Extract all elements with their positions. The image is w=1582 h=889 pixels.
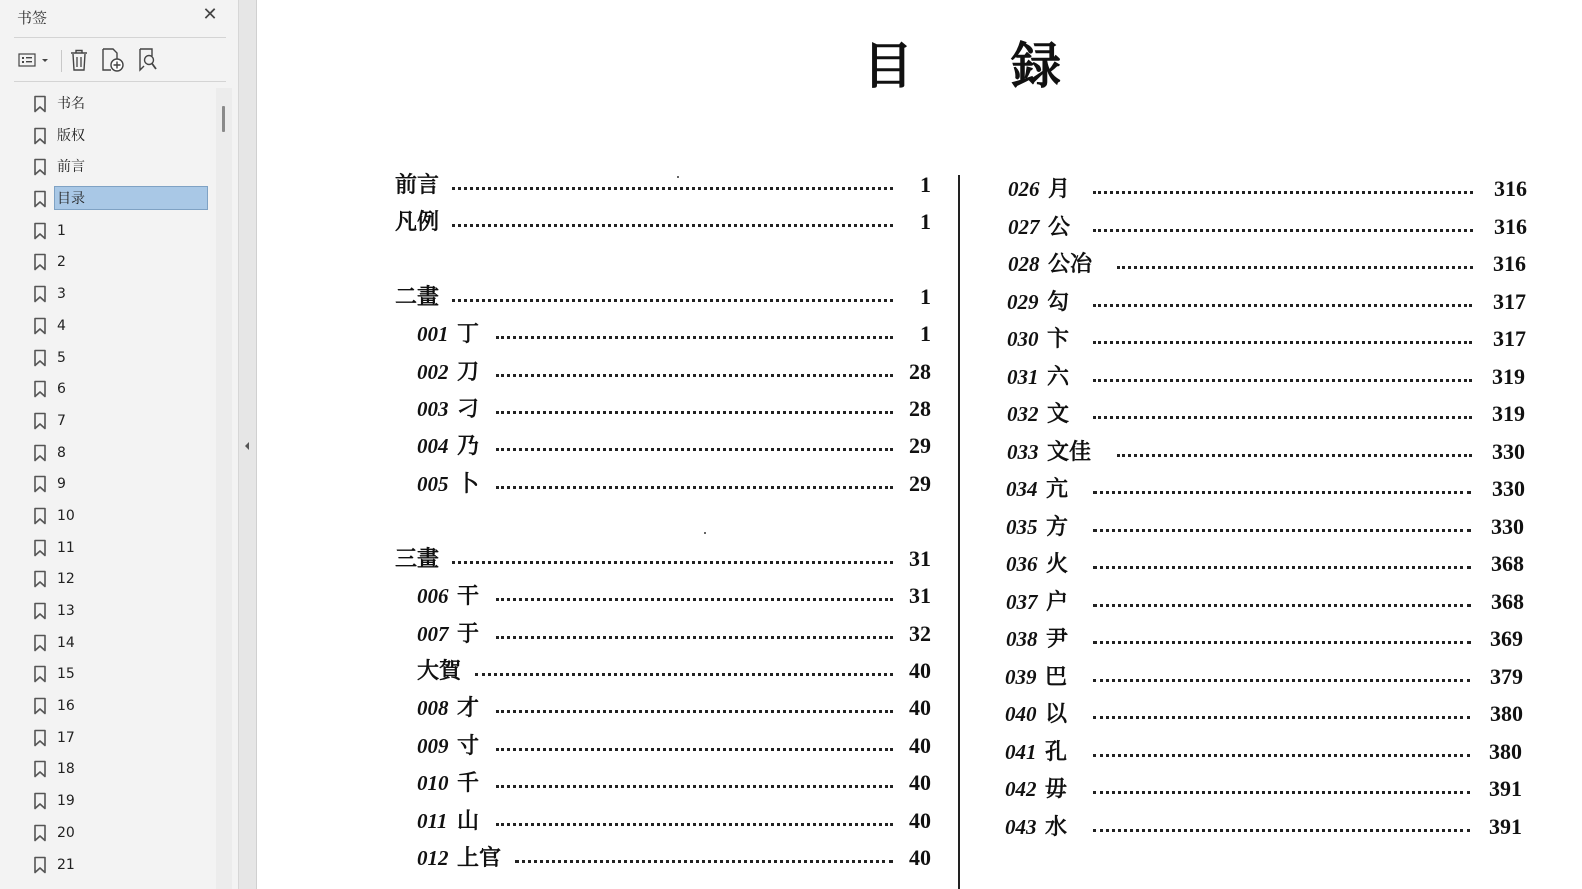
bookmark-label: 5 xyxy=(57,349,66,366)
bookmark-item[interactable] xyxy=(0,658,216,690)
entry-title: 干 xyxy=(457,583,480,608)
entry-title: 卜 xyxy=(457,471,480,496)
entry-title: 于 xyxy=(457,621,480,646)
leader-dots xyxy=(515,860,893,863)
entry-title: 卞 xyxy=(1047,326,1070,351)
bookmark-icon xyxy=(33,697,47,715)
bookmark-scrollbar[interactable] xyxy=(216,88,232,889)
entry-number: 039 xyxy=(1005,664,1037,689)
entry-page-number: 40 xyxy=(909,808,931,833)
bookmark-icon xyxy=(33,539,47,557)
bookmark-item[interactable] xyxy=(0,183,216,215)
toc-entry xyxy=(257,737,1582,767)
bookmark-label: 12 xyxy=(57,571,75,588)
collapse-panel-button[interactable] xyxy=(242,438,252,452)
entry-number: 040 xyxy=(1005,702,1037,726)
entry-number: 012 xyxy=(417,846,449,870)
bookmark-icon xyxy=(33,317,47,335)
entry-page-number: 29 xyxy=(909,471,931,496)
entry-title: 上官 xyxy=(457,845,502,870)
entry-page-number: 330 xyxy=(1491,513,1524,539)
entry-title: 勾 xyxy=(1047,288,1070,314)
entry-title: 寸 xyxy=(457,733,480,758)
entry-title: 千 xyxy=(457,770,480,795)
bookmark-icon xyxy=(33,792,47,810)
bookmark-icon xyxy=(33,285,47,303)
chevron-left-icon xyxy=(242,438,252,457)
entry-page-number: 28 xyxy=(909,359,931,384)
leader-dots xyxy=(1093,566,1471,569)
bookmark-icon xyxy=(33,570,47,588)
bookmark-item[interactable] xyxy=(0,595,216,627)
entry-page-number: 1 xyxy=(920,172,931,197)
entry-page-number: 368 xyxy=(1491,551,1524,576)
entry-page-number: 317 xyxy=(1493,288,1526,314)
entry-page-number: 40 xyxy=(909,845,931,870)
bookmarks-toolbar xyxy=(14,44,226,76)
entry-number: 029 xyxy=(1007,289,1039,314)
bookmark-icon xyxy=(33,665,47,683)
entry-page-number: 40 xyxy=(909,733,931,758)
bookmark-item[interactable] xyxy=(0,532,216,564)
entry-page-number: 380 xyxy=(1490,701,1523,726)
entry-title: 刁 xyxy=(457,396,480,421)
bookmark-item[interactable] xyxy=(0,500,216,532)
bookmark-label: 20 xyxy=(57,824,75,841)
entry-number: 010 xyxy=(417,771,449,795)
leader-dots xyxy=(1093,229,1473,232)
entry-page-number: 40 xyxy=(909,695,931,720)
entry-number: 006 xyxy=(417,584,449,608)
leader-dots xyxy=(1093,716,1470,719)
entry-page-number: 391 xyxy=(1489,813,1522,839)
entry-page-number: 391 xyxy=(1489,776,1522,801)
entry-page-number: 379 xyxy=(1490,663,1523,689)
toc-entry xyxy=(257,699,1582,729)
bookmark-item[interactable] xyxy=(0,627,216,659)
entry-page-number: 1 xyxy=(920,321,931,346)
entry-number: 038 xyxy=(1006,627,1038,651)
bookmark-item[interactable] xyxy=(0,88,216,120)
entry-page-number: 40 xyxy=(909,658,931,683)
bookmark-item[interactable] xyxy=(0,151,216,183)
leader-dots xyxy=(1093,529,1471,532)
bookmark-label: 1 xyxy=(57,222,66,239)
entry-number: 003 xyxy=(417,397,449,421)
entry-page-number: 369 xyxy=(1490,626,1523,651)
bookmark-item[interactable] xyxy=(0,405,216,437)
entry-number: 037 xyxy=(1006,589,1038,614)
bookmark-label: 书名 xyxy=(57,96,85,112)
bookmark-item[interactable] xyxy=(0,690,216,722)
entry-number: 030 xyxy=(1007,327,1039,351)
leader-dots xyxy=(1117,454,1472,457)
toc-entry xyxy=(257,399,1582,429)
bookmark-item[interactable] xyxy=(0,468,216,500)
entry-title: 三畫 xyxy=(395,546,440,571)
entry-page-number: 316 xyxy=(1493,251,1526,276)
entry-page-number: 330 xyxy=(1492,476,1525,501)
bookmark-icon xyxy=(33,602,47,620)
bookmark-label: 21 xyxy=(57,856,75,873)
panel-title: 书签 xyxy=(17,9,48,27)
bookmark-label: 4 xyxy=(57,317,66,334)
bookmark-icon xyxy=(33,253,47,271)
entry-number: 008 xyxy=(417,696,449,720)
bookmark-item[interactable] xyxy=(0,310,216,342)
bookmark-icon xyxy=(33,634,47,652)
bookmark-label: 9 xyxy=(57,476,66,493)
entry-title: 文 xyxy=(1047,401,1070,426)
entry-number: 036 xyxy=(1006,552,1038,576)
entry-number: 009 xyxy=(417,734,449,758)
toc-entry xyxy=(257,212,1582,242)
entry-number: 043 xyxy=(1005,814,1037,839)
bookmark-label: 3 xyxy=(57,286,66,303)
entry-page-number: 319 xyxy=(1492,401,1525,426)
entry-number: 004 xyxy=(417,434,449,458)
entry-title: 乃 xyxy=(457,433,480,458)
bookmark-label: 14 xyxy=(57,634,75,651)
bookmark-label: 19 xyxy=(57,793,75,810)
bookmark-icon xyxy=(33,127,47,145)
bookmark-label: 15 xyxy=(57,666,75,683)
bookmark-icon xyxy=(33,856,47,874)
bookmark-label: 前言 xyxy=(57,159,85,176)
entry-title: 户 xyxy=(1046,588,1069,614)
entry-number: 011 xyxy=(417,809,448,833)
toc-entry xyxy=(257,774,1582,804)
bookmark-label: 18 xyxy=(57,761,75,778)
entry-page-number: 316 xyxy=(1494,213,1527,239)
bookmark-label: 17 xyxy=(57,729,75,746)
bookmark-item[interactable] xyxy=(0,342,216,374)
bookmark-item[interactable] xyxy=(0,785,216,817)
bookmark-item[interactable] xyxy=(0,817,216,849)
bookmark-label: 版权 xyxy=(57,127,85,144)
entry-page-number: 1 xyxy=(920,284,931,309)
entry-page-number: 380 xyxy=(1489,738,1522,764)
bookmark-item[interactable] xyxy=(0,278,216,310)
entry-title: 才 xyxy=(457,695,480,720)
entry-page-number: 317 xyxy=(1493,326,1526,351)
entry-title: 孔 xyxy=(1045,738,1068,764)
entry-page-number: 32 xyxy=(909,621,931,646)
bookmark-label: 目录 xyxy=(54,186,208,210)
find-bookmark-icon xyxy=(136,47,160,73)
entry-number: 007 xyxy=(417,622,449,646)
entry-page-number: 316 xyxy=(1494,176,1527,201)
entry-title: 亢 xyxy=(1046,476,1069,501)
bookmark-icon xyxy=(33,190,47,208)
toc-entry xyxy=(257,174,1582,204)
leader-dots xyxy=(1093,829,1470,832)
bookmark-icon xyxy=(33,95,47,113)
bookmark-item[interactable] xyxy=(0,215,216,247)
entry-title: 方 xyxy=(1046,513,1069,539)
bookmark-label: 8 xyxy=(57,444,66,461)
entry-number: 042 xyxy=(1005,777,1037,801)
bookmark-item[interactable] xyxy=(0,437,216,469)
entry-number: 005 xyxy=(417,472,449,496)
toc-entry xyxy=(257,662,1582,692)
entry-title: 巴 xyxy=(1045,663,1068,689)
entry-title: 火 xyxy=(1046,551,1069,576)
entry-title: 大賀 xyxy=(417,658,462,683)
leader-dots xyxy=(1093,491,1471,494)
entry-page-number: 1 xyxy=(920,209,931,234)
options-menu-icon xyxy=(16,51,50,69)
entry-title: 六 xyxy=(1047,363,1070,389)
entry-page-number: 368 xyxy=(1491,588,1524,614)
entry-number: 026 xyxy=(1008,177,1040,201)
toc-entry xyxy=(257,249,1582,279)
bookmark-icon xyxy=(33,158,47,176)
bookmark-label: 13 xyxy=(57,603,75,619)
leader-dots xyxy=(1093,379,1472,382)
bookmark-icon xyxy=(33,475,47,493)
entry-title: 刀 xyxy=(457,359,480,384)
entry-page-number: 330 xyxy=(1492,438,1525,464)
entry-page-number: 40 xyxy=(909,770,931,795)
entry-number: 033 xyxy=(1007,439,1039,464)
entry-number: 032 xyxy=(1007,402,1039,426)
leader-dots xyxy=(1093,679,1470,682)
bookmark-item[interactable] xyxy=(0,722,216,754)
bookmark-item[interactable] xyxy=(0,246,216,278)
bookmark-icon xyxy=(33,412,47,430)
bookmark-item[interactable] xyxy=(0,563,216,595)
entry-number: 034 xyxy=(1006,477,1038,501)
title-char-2: 録 xyxy=(1011,38,1061,94)
leader-dots xyxy=(1093,604,1471,607)
entry-page-number: 319 xyxy=(1492,363,1525,389)
toc-entry xyxy=(257,624,1582,654)
scrollbar-thumb[interactable] xyxy=(222,106,225,132)
leader-dots xyxy=(1093,791,1470,794)
entry-title: 凡例 xyxy=(395,209,440,234)
toc-entry xyxy=(257,287,1582,317)
entry-title: 文佳 xyxy=(1047,438,1092,464)
leader-dots xyxy=(1093,416,1472,419)
page-title xyxy=(857,26,1177,94)
bookmark-label: 10 xyxy=(57,507,75,524)
bookmark-label: 2 xyxy=(57,254,66,271)
toc-entry xyxy=(257,362,1582,392)
entry-page-number: 29 xyxy=(909,433,931,458)
bookmark-label: 16 xyxy=(57,698,75,715)
entry-number: 028 xyxy=(1008,252,1040,276)
options-menu-button[interactable] xyxy=(14,44,52,76)
bookmark-item[interactable] xyxy=(0,373,216,405)
entry-number: 031 xyxy=(1007,364,1039,389)
find-bookmark-button[interactable] xyxy=(134,44,162,76)
entry-number: 035 xyxy=(1006,514,1038,539)
entry-title: 毋 xyxy=(1045,776,1068,801)
toc-entry xyxy=(257,437,1582,467)
add-bookmark-button[interactable] xyxy=(99,44,127,76)
bookmark-icon xyxy=(33,380,47,398)
bookmark-icon xyxy=(33,222,47,240)
leader-dots xyxy=(1093,304,1472,307)
entry-page-number: 31 xyxy=(909,583,931,608)
bookmark-icon xyxy=(33,760,47,778)
bookmark-label: 6 xyxy=(57,381,66,398)
entry-page-number: 31 xyxy=(909,546,931,571)
entry-title: 丁 xyxy=(457,321,480,346)
entry-title: 月 xyxy=(1048,176,1071,201)
bookmark-item[interactable] xyxy=(0,120,216,152)
add-bookmark-icon xyxy=(100,47,126,73)
toc-entry xyxy=(257,549,1582,579)
entry-number: 041 xyxy=(1005,739,1037,764)
entry-page-number: 28 xyxy=(909,396,931,421)
bookmarks-panel xyxy=(0,0,239,889)
entry-number: 001 xyxy=(417,322,449,346)
leader-dots xyxy=(1093,191,1473,194)
toc-entry xyxy=(257,324,1582,354)
divider xyxy=(14,81,226,82)
toc-entry xyxy=(257,812,1582,842)
delete-bookmark-button[interactable] xyxy=(66,44,92,76)
toc-entry xyxy=(257,843,947,873)
leader-dots xyxy=(1093,641,1471,644)
entry-title: 尹 xyxy=(1046,626,1069,651)
entry-title: 公冶 xyxy=(1048,251,1093,276)
bookmark-label: 11 xyxy=(57,539,75,556)
divider xyxy=(14,37,226,38)
leader-dots xyxy=(1093,754,1470,757)
title-char-1: 目 xyxy=(863,38,913,94)
entry-title: 公 xyxy=(1048,213,1071,239)
bookmark-icon xyxy=(33,729,47,747)
delete-icon xyxy=(68,48,90,72)
toc-entry xyxy=(257,512,1582,542)
toc-entry xyxy=(257,474,1582,504)
document-page xyxy=(257,0,1582,889)
entry-title: 以 xyxy=(1045,701,1068,726)
entry-number: 002 xyxy=(417,360,449,384)
bookmark-icon xyxy=(33,507,47,525)
entry-title: 水 xyxy=(1045,813,1068,839)
entry-title: 山 xyxy=(457,808,480,833)
toolbar-divider xyxy=(61,50,62,72)
entry-title: 二畫 xyxy=(395,284,440,309)
bookmark-icon xyxy=(33,444,47,462)
bookmark-item[interactable] xyxy=(0,849,216,881)
close-panel-button[interactable]: ✕ xyxy=(202,4,218,25)
bookmark-list xyxy=(0,88,216,880)
entry-number: 027 xyxy=(1008,214,1040,239)
bookmark-label: 7 xyxy=(57,412,66,429)
bookmark-item[interactable] xyxy=(0,753,216,785)
leader-dots xyxy=(1117,266,1473,269)
toc-entry xyxy=(257,587,1582,617)
bookmark-icon xyxy=(33,824,47,842)
bookmark-icon xyxy=(33,349,47,367)
entry-title: 前言 xyxy=(395,172,440,197)
leader-dots xyxy=(1093,341,1472,344)
